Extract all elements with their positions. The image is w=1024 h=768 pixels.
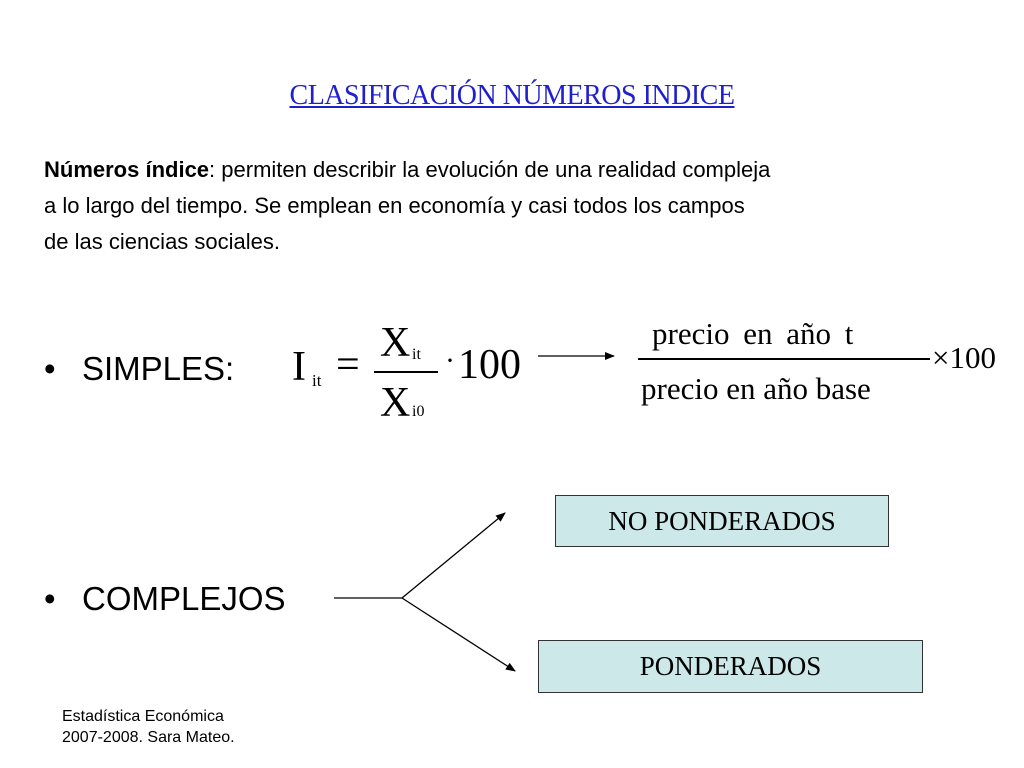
price-ratio-multiplier: ×100 [932, 340, 996, 375]
formula-index-subscript: it [312, 371, 322, 390]
intro-line-1-rest: : permiten describir la evolución de una realidad compleja [209, 157, 771, 182]
footer-line-2: 2007-2008. Sara Mateo. [62, 729, 235, 746]
bullet-marker: • [44, 350, 56, 387]
price-ratio-denominator: precio en año base [641, 371, 871, 406]
formula-multiply-dot: · [445, 344, 455, 377]
formula-numerator-subscript: it [412, 346, 421, 363]
formula-denominator-subscript: i0 [412, 403, 425, 420]
intro-term: Números índice [44, 157, 210, 182]
intro-line-2: a lo largo del tiempo. Se emplean en economía y casi todos los campos [44, 193, 745, 218]
ponderados-box: PONDERADOS [538, 640, 923, 693]
arrow-to-no-ponderados [402, 513, 505, 598]
formula-numerator: X [380, 320, 411, 366]
footer-line-1: Estadística Económica [62, 708, 224, 725]
formula-equals: = [336, 342, 360, 388]
formula-factor: 100 [458, 342, 521, 388]
no-ponderados-box: NO PONDERADOS [555, 495, 889, 547]
slide-title: CLASIFICACIÓN NÚMEROS INDICE [289, 80, 735, 111]
formula-denominator: X [380, 380, 411, 426]
slide-footer [62, 706, 235, 748]
formula-index-symbol: I [292, 344, 306, 390]
price-ratio-numerator: precio en año t [652, 316, 854, 351]
arrow-to-ponderados [402, 598, 515, 671]
intro-line-3: de las ciencias sociales. [44, 229, 281, 254]
bullet-complejos-label: COMPLEJOS [82, 580, 286, 617]
bullet-marker: • [44, 580, 56, 617]
bullet-simples-label: SIMPLES: [82, 350, 235, 387]
